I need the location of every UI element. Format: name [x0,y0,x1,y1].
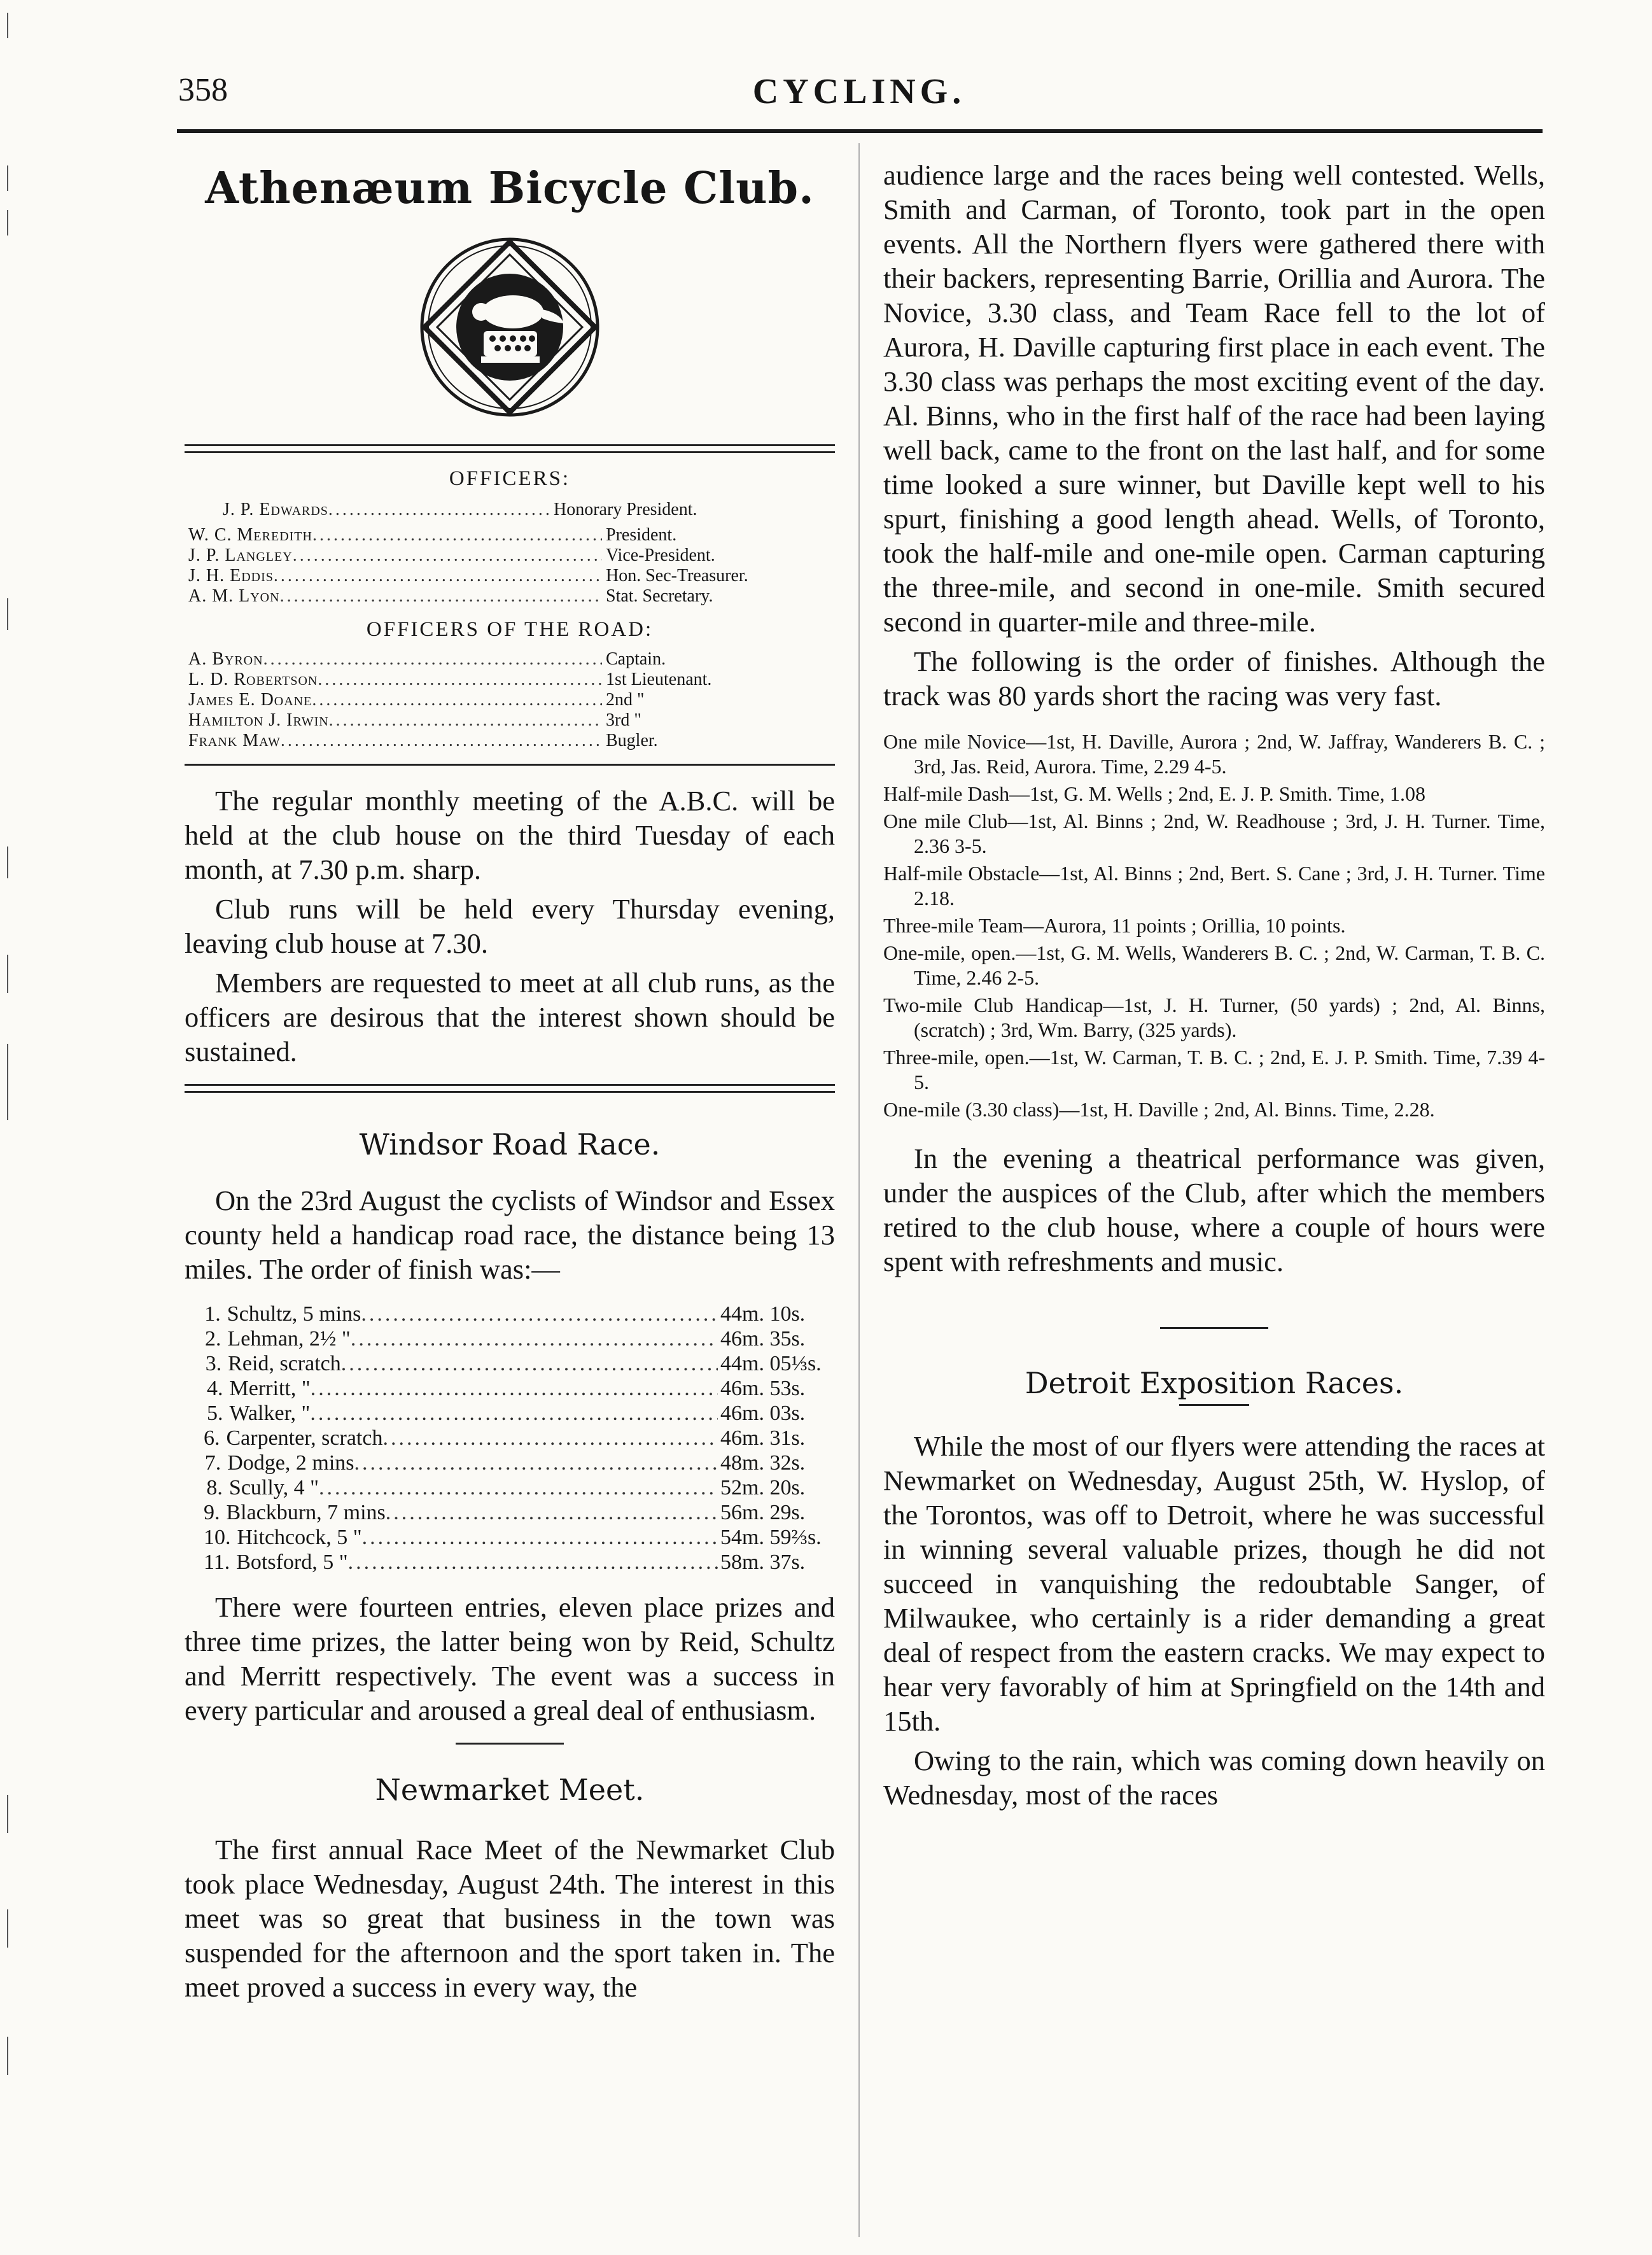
list-item: 5. Walker, " ..... 46m. 03s. [185,1401,835,1426]
section-double-rule [185,1084,835,1093]
officer-title: 1st Lieutenant. [606,670,712,689]
list-item: 8. Scully, 4 " ..... 52m. 20s. [185,1475,835,1500]
detroit-paragraph-rain: Owing to the rain, which was coming down heavily on Wednesday, most of the races [883,1745,1545,1811]
section-short-rule [1160,1327,1268,1329]
list-item: 10. Hitchcock, 5 " ..... 54m. 59⅔s. [185,1525,835,1550]
list-item: 3. Reid, scratch ..... 44m. 05⅓s. [185,1351,835,1376]
newmarket-evening-paragraph: In the evening a theatrical performance was given, under the auspices of the Club, after which the members retired to the club house, where a couple of hours were spent with refreshments and music. [883,1142,1545,1277]
officer-name: J. H. Eddis [188,566,274,586]
list-item: One mile Club—1st, Al. Binns ; 2nd, W. Readhouse ; 3rd, J. H. Turner. Time, 2.36 3-5. [883,810,1545,857]
road-officer-row [185,710,835,731]
officer-title: Bugler. [606,731,658,750]
officer-name: A. Byron [188,649,263,669]
officer-title: Stat. Secretary. [606,586,713,606]
title-underline [1179,1404,1249,1406]
officer-title: Captain. [606,649,666,669]
detroit-title: Detroit Exposition Races. [1025,1366,1404,1400]
abc-meeting-paragraph: The regular monthly meeting of the A.B.C. will be held at the club house on the third Tuesday of each month, at 7.30 p.m. sharp. [185,785,835,885]
road-officer-row [185,690,835,710]
leader-dots [318,670,602,690]
newmarket-results-list [883,729,1545,1122]
list-item: One-mile, open.—1st, G. M. Wells, Wanderers B. C. ; 2nd, W. Carman, T. B. C. Time, 2.46 2-5. [883,941,1545,989]
list-item: Three-mile Team—Aurora, 11 points ; Orillia, 10 points. [883,914,1346,937]
running-head [178,71,1540,116]
road-officer-row [185,731,835,751]
road-officer-row [185,670,835,690]
officer-row [185,566,835,586]
officer-row [185,586,835,607]
list-item: One mile Novice—1st, H. Daville, Aurora ; 2nd, W. Jaffray, Wanderers B. C. ; 3rd, Jas. Reid, Aurora. Time, 2.29 4-5. [883,730,1545,778]
list-item: 4. Merritt, " ..... 46m. 53s. [185,1376,835,1401]
officers-top-rule [185,444,835,453]
list-item: One-mile (3.30 class)—1st, H. Daville ; 2nd, Al. Binns. Time, 2.28. [883,1098,1435,1121]
officer-name: Frank Maw [188,731,281,750]
windsor-intro: On the 23rd August the cyclists of Windsor and Essex county held a handicap road race, the distance being 13 miles. The order of finish was:— [185,1184,835,1285]
list-item: 2. Lehman, 2½ " ..... 46m. 35s. [185,1326,835,1351]
list-item: Half-mile Dash—1st, G. M. Wells ; 2nd, E. J. P. Smith. Time, 1.08 [883,782,1425,805]
list-item: 11. Botsford, 5 " ..... 58m. 37s. [185,1550,835,1575]
road-officer-row [185,649,835,670]
leader-dots [274,566,602,586]
officer-row [185,525,835,545]
abc-club-runs-paragraph: Club runs will be held every Thursday evening, leaving club house at 7.30. [185,893,835,959]
newmarket-order-paragraph: The following is the order of finishes. Although the track was 80 yards short the racing was very fast. [883,645,1545,712]
officer-title: Honorary President. [554,500,697,519]
leader-dots [312,690,602,710]
road-officers-heading: OFFICERS OF THE ROAD: [366,618,654,641]
windsor-closing: There were fourteen entries, eleven place prizes and three time prizes, the latter being won by Reid, Schultz and Merritt respectively. The event was a success in every particular and aroused a greal deal of enthusiasm. [185,1591,835,1726]
officer-name: James E. Doane [188,690,312,710]
list-item: 9. Blackburn, 7 mins ..... 56m. 29s. [185,1500,835,1525]
officer-name: J. P. Edwards [223,500,328,519]
officer-title: 2nd " [606,690,645,710]
detroit-paragraph: While the most of our flyers were attending the races at Newmarket on Wednesday, August 25th, W. Hyslop, of the Torontos, was off to Detroit, where he was successful in winning several valuable prizes, though he did not succeed in vanquishing the redoubtable Sanger, of Milwaukee, who certainly is a rider demanding a great deal of respect from the eastern cracks. We may expect to hear very favorably of him at Springfield on the 14th and 15th. [883,1430,1545,1737]
list-item: Half-mile Obstacle—1st, Al. Binns ; 2nd, Bert. S. Cane ; 3rd, J. H. Turner. Time 2.18. [883,862,1545,910]
leader-dots [329,710,602,731]
officer-title: 3rd " [606,710,641,730]
officers-heading: OFFICERS: [449,467,571,490]
officer-name: Hamilton J. Irwin [188,710,329,730]
officer-name: A. M. Lyon [188,586,280,606]
header-rule [177,129,1543,133]
list-item: 7. Dodge, 2 mins ..... 48m. 32s. [185,1451,835,1475]
leader-dots [263,649,602,670]
column-divider [858,143,860,2237]
list-item: Three-mile, open.—1st, W. Carman, T. B. C. ; 2nd, E. J. P. Smith. Time, 7.39 4-5. [883,1046,1545,1093]
newmarket-paragraph-continued: audience large and the races being well contested. Wells, Smith and Carman, of Toronto, took part in the open events. All the Northern flyers were gathered there with their backers, representing Barrie, Orillia and Aurora. The Novice, 3.30 class, and Team Race fell to the lot of Aurora, H. Daville capturing first place in each event. The 3.30 class was perhaps the most exciting event of the day. Al. Binns, who in the first half of the race had been laying well back, came to the front on the last half, and for some time looked a sure winner, but Daville kept well to his spurt, finishing a good length ahead. Wells, of Toronto, took the half-mile and one-mile open. Carman capturing the three-mile, and second in one-mile. Smith secured second in quarter-mile and three-mile. [883,159,1545,638]
windsor-title: Windsor Road Race. [359,1127,661,1162]
officer-title: President. [606,525,677,545]
officer-row-honorary [185,500,835,520]
club-title: Athenæum Bicycle Club. [205,163,815,214]
officer-title: Vice-President. [606,545,715,565]
right-column [883,158,1545,1812]
binding-margin-marks [0,0,13,2255]
section-short-rule [456,1743,564,1745]
leader-dots [293,545,602,566]
officer-name: J. P. Langley [188,545,293,565]
newmarket-title: Newmarket Meet. [375,1773,645,1807]
list-item: 1. Schultz, 5 mins ..... 44m. 10s. [185,1302,835,1326]
leader-dots [328,500,550,520]
beaver-crown-diamond-emblem-icon [417,232,602,423]
newmarket-paragraph-start: The first annual Race Meet of the Newmarket Club took place Wednesday, August 24th. The interest in this meet was so great that business in the town was suspended for the afternoon and the sport taken in. The meet proved a success in every way, the [185,1834,835,2003]
officer-row [185,545,835,566]
list-item: Two-mile Club Handicap—1st, J. H. Turner, (50 yards) ; 2nd, Al. Binns, (scratch) ; 3rd, Wm. Barry, (325 yards). [883,994,1545,1041]
leader-dots [281,731,602,751]
windsor-results-list [185,1302,835,1575]
running-title: CYCLING. [752,72,966,111]
leader-dots [312,525,602,545]
leader-dots [280,586,602,607]
page-number: 358 [178,72,228,108]
officer-name: L. D. Robertson [188,670,318,689]
abc-members-paragraph: Members are requested to meet at all club runs, as the officers are desirous that the interest shown should be sustained. [185,967,835,1067]
officer-title: Hon. Sec-Treasurer. [606,566,748,586]
list-item: 6. Carpenter, scratch ..... 46m. 31s. [185,1426,835,1451]
officer-name: W. C. Meredith [188,525,312,545]
officers-bottom-rule [185,764,835,766]
left-column [185,158,835,2004]
